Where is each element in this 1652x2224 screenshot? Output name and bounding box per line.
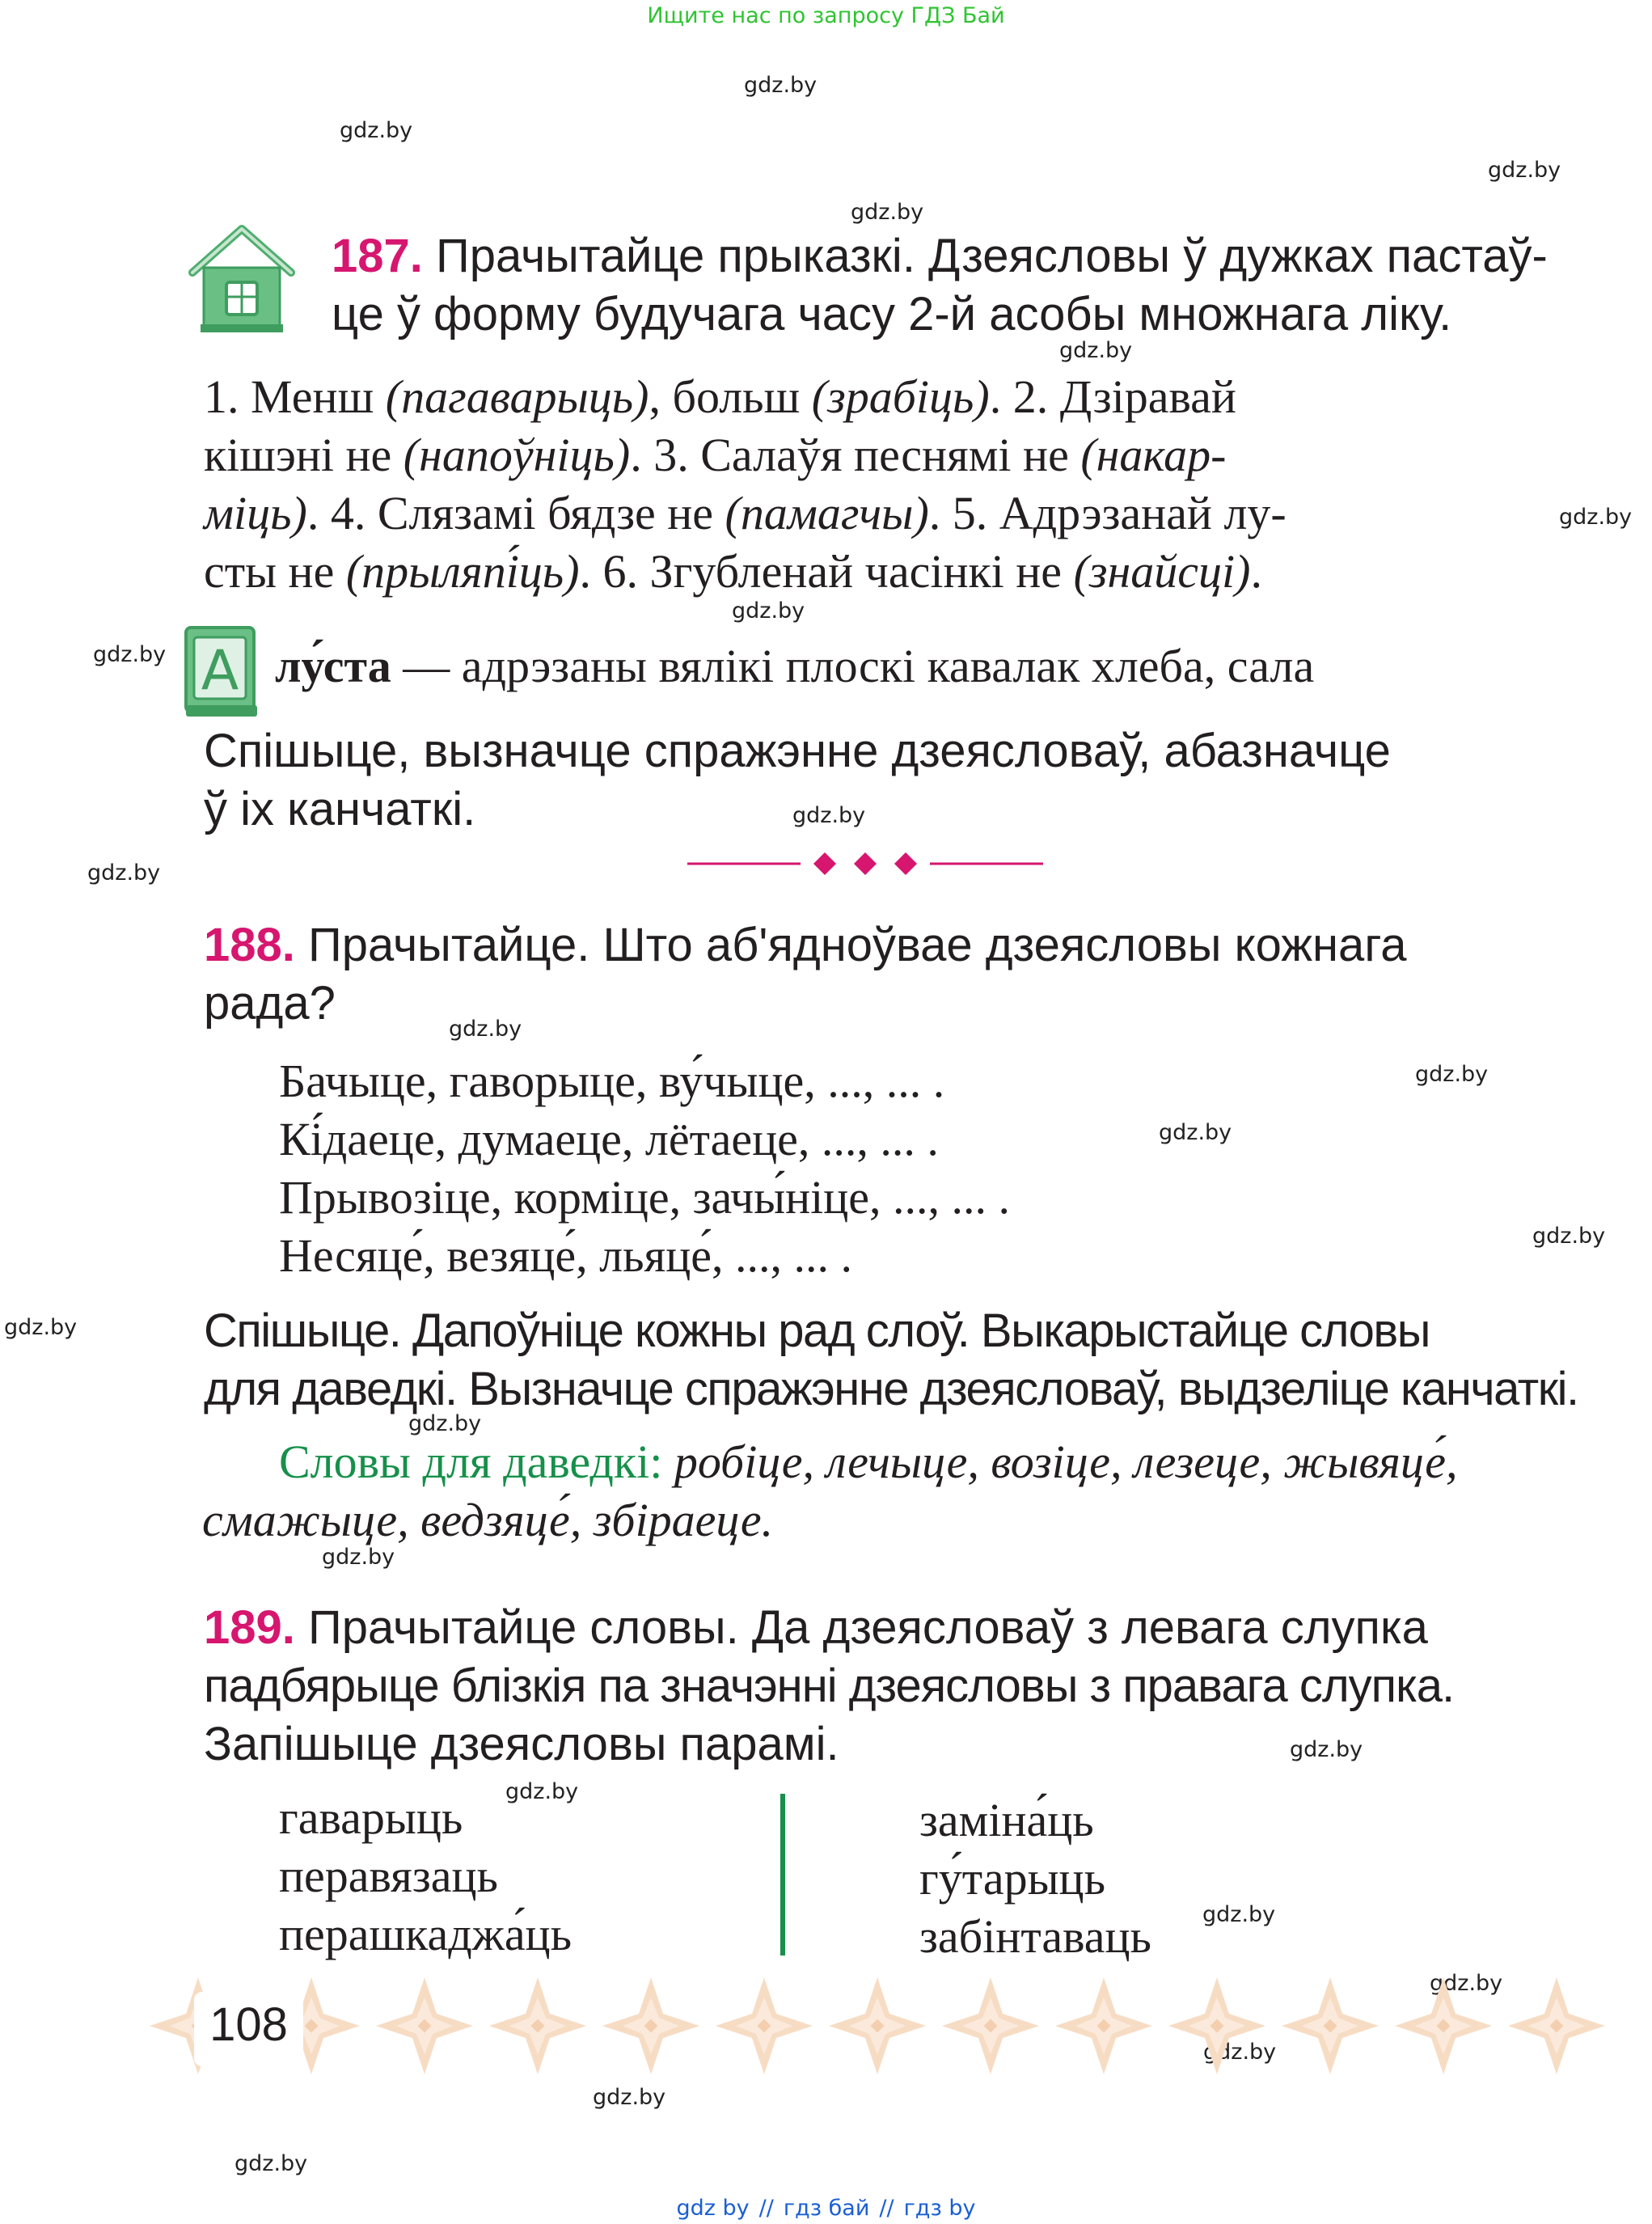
right-word: заміна́ць — [919, 1794, 1094, 1846]
dictionary-word: лу́ста — [275, 640, 391, 692]
watermark: gdz.by — [1202, 1902, 1276, 1927]
right-column — [919, 1791, 1405, 1966]
verb-row: Прывозіце, корміце, зачы́ніце, ..., ... . — [279, 1171, 1011, 1224]
watermark: gdz.by — [1159, 1120, 1232, 1145]
ex187-number: 187. — [332, 230, 423, 282]
ex188-task: 188. Прачытайце. Што аб'ядноўвае дзеясловы кожнага рада? — [204, 919, 1407, 1030]
ex187-task: 187. Прачытайце прыказкі. Дзеясловы ў дужках пастаў- це ў форму будучага часу 2-й асобы множнага ліку. — [332, 230, 1548, 340]
ex187-writing-task: Спішыце, вызначце спражэнне дзеясловаў, абазначце ў іх канчаткі. — [204, 725, 1391, 835]
watermark: gdz.by — [234, 2151, 308, 2176]
proverb-line: міць). 4. Слязамі бядзе не (памагчы). 5. Адрэзанай лу- — [204, 487, 1287, 539]
top-banner[interactable]: Ищите нас по запросу ГДЗ Бай — [647, 3, 1005, 28]
watermark: gdz.by — [744, 73, 818, 98]
watermark: gdz.by — [93, 642, 167, 667]
watermark: gdz.by — [732, 598, 805, 624]
verb-row: Кі́даеце, думаеце, лётаеце, ..., ... . — [279, 1113, 939, 1165]
ex188-rows — [279, 1052, 1330, 1285]
watermark: gdz.by — [792, 803, 866, 828]
ex187-proverbs — [204, 368, 1520, 601]
ex189-number: 189. — [204, 1601, 295, 1654]
dictionary-book-icon — [183, 624, 260, 720]
page-number: 108 — [209, 1998, 288, 2051]
watermark: gdz.by — [851, 200, 924, 225]
ex188-number: 188. — [204, 919, 295, 971]
verb-row: Несяце́, везяце́, льяце́, ..., ... . — [279, 1229, 852, 1282]
right-word: гу́тарыць — [919, 1852, 1106, 1905]
ex189-task: 189. Прачытайце словы. Да дзеясловаў з левага слупка падбярыце блізкія па значэнні дзеясловы з правага слупка. Запішыце дзеясловы парамі. — [204, 1601, 1455, 1770]
proverb-line: кішэні не (напоўніць). 3. Салаўя песнямі не (накар- — [204, 429, 1227, 481]
watermark: gdz.by — [408, 1411, 482, 1436]
dictionary-definition: — адрэзаны вялікі плоскі кавалак хлеба, сала — [391, 640, 1315, 692]
left-word: перашкаджа́ць — [279, 1908, 572, 1960]
left-word: гаварыць — [279, 1791, 463, 1844]
left-column — [279, 1789, 732, 1964]
watermark: gdz.by — [87, 860, 161, 886]
watermark: gdz.by — [449, 1017, 522, 1042]
proverb-line: сты не (прыляпі́ць). 6. Згубленай часінкі не (знайсці). — [204, 545, 1262, 598]
proverb-line: 1. Менш (пагаварыць), больш (зрабіць). 2. Дзіравай — [204, 370, 1236, 423]
footer-separator: // — [758, 2196, 774, 2221]
watermark: gdz.by — [1203, 2040, 1277, 2065]
watermark: gdz.by — [1430, 1971, 1503, 1996]
svg-text:A: A — [201, 639, 239, 703]
diamond-divider — [687, 848, 1043, 880]
watermark: gdz.by — [1059, 338, 1133, 363]
watermark: gdz.by — [322, 1545, 395, 1570]
right-word: забінтаваць — [919, 1910, 1151, 1963]
ex188-reference-cont: смажыце, ведзяце́, збіраеце. — [202, 1494, 774, 1546]
watermark: gdz.by — [1415, 1062, 1489, 1087]
house-icon — [184, 222, 299, 337]
column-divider — [780, 1794, 785, 1956]
ex188-reference: Словы для даведкі: робіце, лечыце, возіце, лезеце, жывяце́, — [279, 1435, 1458, 1488]
watermark: gdz.by — [340, 118, 413, 143]
watermark: gdz.by — [505, 1779, 579, 1804]
watermark: gdz.by — [4, 1315, 78, 1340]
footer-link[interactable]: гдз by — [903, 2196, 976, 2221]
footer-links — [0, 2196, 1652, 2221]
verb-row: Бачыце, гаворыце, ву́чыце, ..., ... . — [279, 1055, 945, 1107]
watermark: gdz.by — [593, 2085, 666, 2110]
ex188-writing-task: Спішыце. Дапоўніце кожны рад слоў. Выкарыстайце словы для даведкі. Вызначце спражэнне дзеясловаў, выдзеліце канчаткі. — [204, 1304, 1578, 1415]
reference-label: Словы для даведкі: — [279, 1435, 663, 1488]
footer-link[interactable]: gdz by — [676, 2196, 750, 2221]
watermark: gdz.by — [1559, 505, 1633, 530]
watermark: gdz.by — [1488, 158, 1561, 183]
left-word: перавязаць — [279, 1850, 498, 1902]
dictionary-entry — [275, 637, 1520, 696]
folk-ornament — [146, 1973, 1641, 2078]
watermark: gdz.by — [1290, 1737, 1363, 1762]
footer-link[interactable]: гдз бай — [783, 2196, 870, 2221]
footer-separator: // — [879, 2196, 894, 2221]
watermark: gdz.by — [1532, 1224, 1606, 1249]
